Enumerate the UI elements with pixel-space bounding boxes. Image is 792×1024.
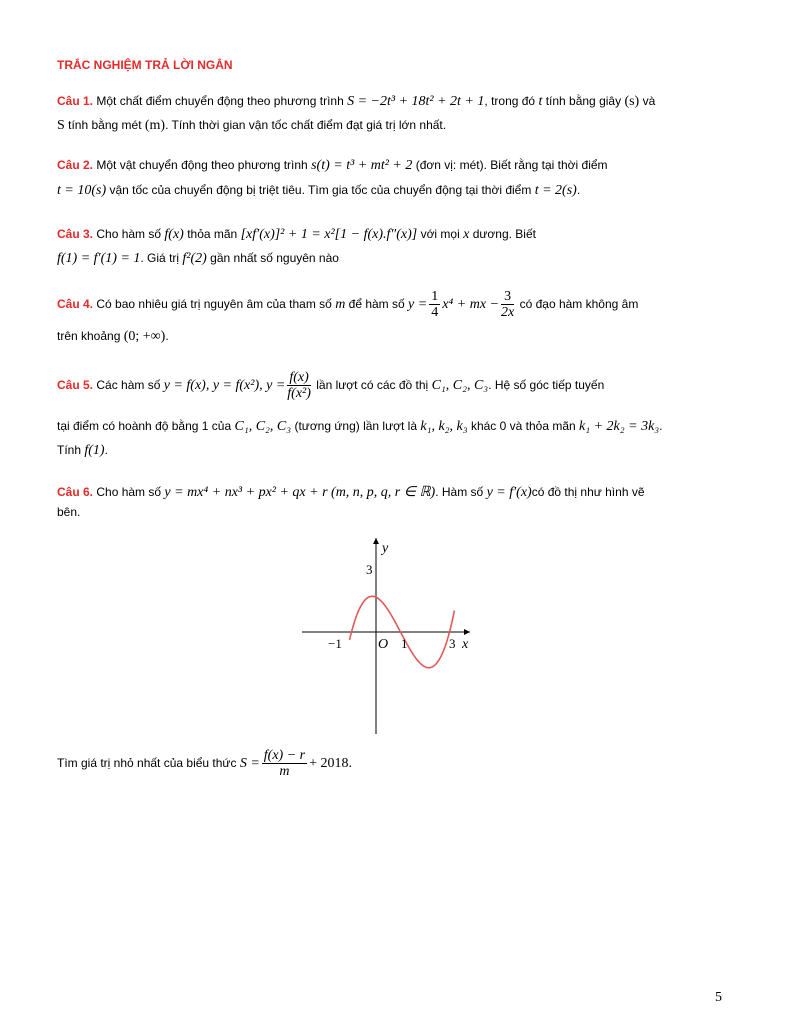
fraction <box>262 748 307 779</box>
fraction-denominator: 4 <box>431 305 439 321</box>
question-4-line-2 <box>57 327 169 346</box>
question-6-text: Tìm giá trị nhỏ nhất của biểu thức <box>57 756 237 770</box>
question-3-text: Cho hàm số <box>96 227 162 241</box>
question-5-formula: y = f(x), y = f(x²), y = <box>163 378 286 393</box>
question-5-text: . Hệ số góc tiếp tuyến <box>488 378 605 392</box>
question-5-line-1 <box>57 364 604 407</box>
question-2-formula: s(t) = t³ + mt² + 2 <box>311 158 413 173</box>
question-1-var: S <box>57 118 65 133</box>
question-6-line-1 <box>57 483 645 502</box>
question-3-text: . Giá trị <box>140 251 180 265</box>
question-4-formula: y = <box>408 297 428 312</box>
x-tick-3: 3 <box>449 636 456 651</box>
question-1-text: tính bằng giây <box>545 94 622 108</box>
question-5-text: lần lượt có các đồ thị <box>316 378 429 392</box>
question-1-unit: (m) <box>144 118 166 133</box>
question-4-var: m <box>335 297 346 312</box>
question-2-text: . <box>576 183 581 197</box>
question-1-var: t <box>538 94 543 109</box>
question-4-formula: (0; +∞) <box>123 329 166 344</box>
fraction-denominator: f(x²) <box>287 386 311 402</box>
question-1-line-1 <box>57 92 655 111</box>
question-1-label: Câu 1. <box>57 94 94 108</box>
page-number: 5 <box>715 990 722 1005</box>
question-3-formula: f(x) <box>164 227 184 242</box>
question-5-formula: f(1) <box>84 443 105 458</box>
question-5-line-2 <box>57 417 663 436</box>
question-6-text: có đồ thị như hình vẽ <box>531 485 645 499</box>
question-3-text: thỏa mãn <box>187 227 238 241</box>
question-6-text: Cho hàm số <box>96 485 162 499</box>
question-1-line-2 <box>57 116 446 135</box>
question-5-text: (tương ứng) lần lượt là <box>294 419 418 433</box>
fraction-denominator: 2x <box>501 305 515 321</box>
question-2-label: Câu 2. <box>57 158 94 172</box>
question-1-unit: (s) <box>624 94 640 109</box>
question-6-text: . Hàm số <box>435 485 484 499</box>
y-tick-3: 3 <box>366 562 373 577</box>
question-5-text: Tính <box>57 443 82 457</box>
question-6-formula: y = mx⁴ + nx³ + px² + qx + r (m, n, p, q, r ∈ ℝ) <box>164 485 436 500</box>
fraction <box>429 289 440 320</box>
question-1-formula: S = −2t³ + 18t² + 2t + 1 <box>347 94 485 109</box>
question-4-formula: x⁴ + mx − <box>442 297 500 312</box>
question-4-text: Có bao nhiêu giá trị nguyên âm của tham số <box>96 297 332 311</box>
question-5-formula: C₁, C₂, C₃ <box>431 378 489 393</box>
question-4-label: Câu 4. <box>57 297 94 311</box>
question-6-formula: S = <box>239 756 260 771</box>
question-2-line-1 <box>57 156 608 175</box>
question-2-formula: t = 10(s) <box>57 183 107 198</box>
fraction-numerator: 3 <box>501 289 514 305</box>
question-3-text: gần nhất số nguyên nào <box>210 251 339 265</box>
question-5-text: khác 0 và thỏa mãn <box>470 419 576 433</box>
question-1-text: tính bằng mét <box>68 118 142 132</box>
question-2-text: Một vật chuyển động theo phương trình <box>96 158 308 172</box>
fraction-numerator: 1 <box>431 289 439 305</box>
question-4-text: . <box>165 329 169 343</box>
question-6-line-2 <box>57 503 80 521</box>
question-4-text: để hàm số <box>348 297 405 311</box>
question-4-text: có đạo hàm không âm <box>519 297 639 311</box>
x-tick-1: 1 <box>401 636 408 651</box>
origin-label: O <box>378 637 389 652</box>
question-2-line-2 <box>57 181 580 200</box>
question-5-line-3 <box>57 441 108 460</box>
question-1-text: và <box>642 94 656 108</box>
question-1-text: Một chất điểm chuyển động theo phương trình <box>96 94 344 108</box>
question-3-line-1 <box>57 225 536 244</box>
question-3-formula: f(1) = f′(1) = 1 <box>57 251 141 266</box>
question-2-text: vận tốc của chuyển động bị triệt tiêu. Tìm gia tốc của chuyển động tại thời điểm <box>109 183 532 197</box>
fraction <box>287 370 311 401</box>
question-5-label: Câu 5. <box>57 378 94 392</box>
question-5-formula: k₁, k₂, k₃ <box>420 419 468 434</box>
question-5-text: Các hàm số <box>96 378 161 392</box>
y-axis-label: y <box>382 541 389 556</box>
question-5-text: . <box>659 419 663 433</box>
derivative-graph <box>298 532 498 740</box>
question-3-text: dương. Biết <box>472 227 536 241</box>
fraction <box>501 289 514 320</box>
question-6-formula: + 2018. <box>309 756 352 771</box>
fraction-numerator: f(x) − r <box>263 748 306 764</box>
question-3-formula: [xf′(x)]² + 1 = x²[1 − f(x).f″(x)] <box>240 227 418 242</box>
question-2-text: (đơn vị: mét). Biết rằng tại thời điểm <box>415 158 608 172</box>
question-3-label: Câu 3. <box>57 227 94 241</box>
question-1-text: . Tính thời gian vận tốc chất điểm đạt giá trị lớn nhất. <box>165 118 447 132</box>
question-6-formula: y = f′(x) <box>486 485 532 500</box>
question-4-text: trên khoảng <box>57 329 121 343</box>
section-title: TRẮC NGHIỆM TRẢ LỜI NGẮN <box>57 58 233 72</box>
x-axis-label: x <box>462 637 469 652</box>
question-3-line-2 <box>57 249 339 268</box>
question-2-formula: t = 2(s) <box>534 183 577 198</box>
question-5-text: tại điểm có hoành độ bằng 1 của <box>57 419 232 433</box>
question-6-line-3 <box>57 742 352 785</box>
question-3-text: với mọi <box>420 227 460 241</box>
question-3-var: x <box>463 227 470 242</box>
question-1-text: , trong đó <box>484 94 536 108</box>
fraction-denominator: m <box>279 764 290 780</box>
fraction-numerator: f(x) <box>287 370 311 386</box>
question-5-text: . <box>104 443 108 457</box>
question-5-formula: k₁ + 2k₂ = 3k₃ <box>579 419 660 434</box>
question-6-label: Câu 6. <box>57 485 94 499</box>
question-6-text: bên. <box>57 505 81 519</box>
x-tick-neg1: −1 <box>328 636 342 651</box>
question-5-formula: C₁, C₂, C₃ <box>234 419 292 434</box>
question-4-line-1 <box>57 287 638 322</box>
question-3-formula: f²(2) <box>182 251 207 266</box>
